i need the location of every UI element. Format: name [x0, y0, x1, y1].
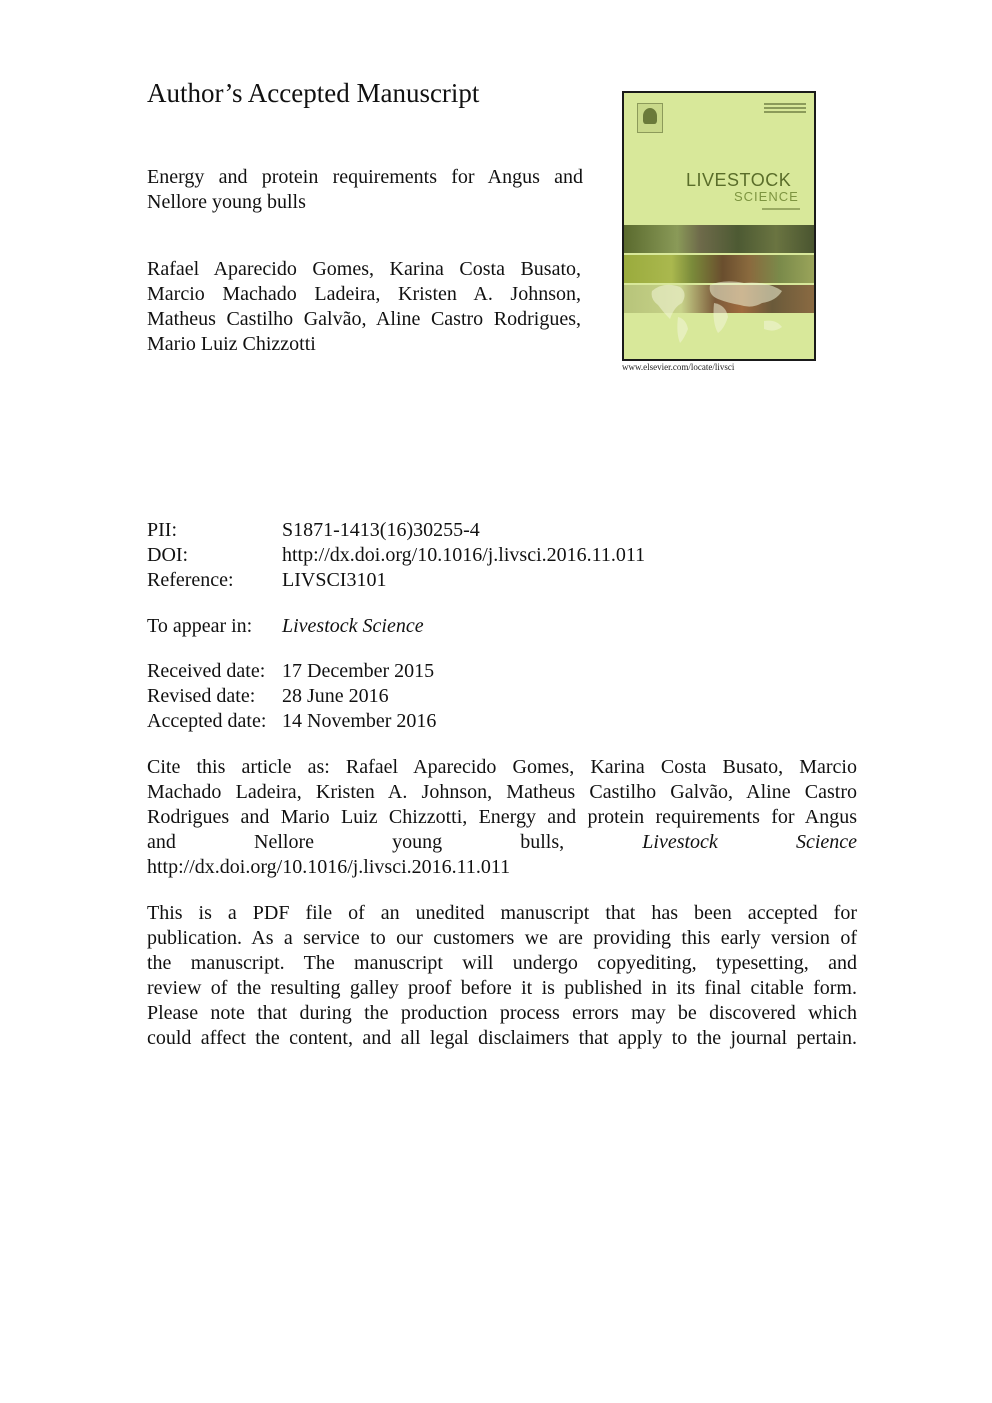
author-line: Rafael Aparecido Gomes, Karina Costa Busato, [147, 258, 581, 280]
citation-doi-link[interactable]: http://dx.doi.org/10.1016/j.livsci.2016.11.011 [147, 856, 511, 878]
pii-label: PII: [147, 519, 177, 541]
disclaimer-line: publication. As a service to our customers we are providing this early version of [147, 927, 857, 949]
citation-line: Machado Ladeira, Kristen A. Johnson, Matheus Castilho Galvão, Aline Castro [147, 781, 857, 803]
doi-label: DOI: [147, 544, 189, 566]
author-line: Matheus Castilho Galvão, Aline Castro Rodrigues, [147, 308, 581, 330]
cover-volume-lines [764, 103, 806, 105]
citation-paragraph [147, 755, 858, 880]
disclaimer-line: review of the resulting galley proof before it is published in its final citable form. [147, 977, 857, 999]
cover-photo-band [624, 225, 814, 253]
disclaimer-paragraph [147, 901, 857, 1051]
cover-url-link[interactable]: www.elsevier.com/locate/livsci [622, 362, 735, 372]
received-date-label: Received date: [147, 660, 266, 682]
disclaimer-line: Please note that during the production process errors may be discovered which [147, 1002, 857, 1024]
pii-value: S1871-1413(16)30255-4 [282, 519, 480, 541]
disclaimer-line: This is a PDF file of an unedited manuscript that has been accepted for [147, 902, 857, 924]
accepted-date-value: 14 November 2016 [282, 710, 437, 732]
disclaimer-line: could affect the content, and all legal disclaimers that apply to the journal pertain. [147, 1027, 857, 1049]
received-date-value: 17 December 2015 [282, 660, 435, 682]
doi-link[interactable]: http://dx.doi.org/10.1016/j.livsci.2016.11.011 [282, 544, 646, 566]
elsevier-logo-icon [637, 103, 663, 133]
reference-value: LIVSCI3101 [282, 569, 387, 591]
appear-label: To appear in: [147, 615, 253, 637]
revised-date-label: Revised date: [147, 685, 256, 707]
cover-journal-title: LIVESTOCK [686, 170, 792, 190]
journal-cover-image [622, 91, 816, 361]
world-map-icon [644, 273, 794, 345]
citation-text: and Nellore young bulls, [147, 831, 565, 853]
disclaimer-line: the manuscript. The manuscript will undergo copyediting, typesetting, and [147, 952, 857, 974]
cover-tagline [762, 208, 800, 210]
citation-line: Cite this article as: Rafael Aparecido Gomes, Karina Costa Busato, Marcio [147, 756, 857, 778]
author-line: Marcio Machado Ladeira, Kristen A. Johnson, [147, 283, 581, 305]
revised-date-value: 28 June 2016 [282, 685, 389, 707]
author-line: Mario Luiz Chizzotti [147, 333, 316, 355]
author-list [147, 257, 581, 357]
cover-journal-subtitle: SCIENCE [734, 189, 799, 204]
reference-label: Reference: [147, 569, 234, 591]
manuscript-heading: Author’s Accepted Manuscript [147, 78, 480, 108]
article-title: Energy and protein requirements for Angus and Nellore young bulls [147, 166, 583, 213]
citation-line [147, 830, 857, 855]
citation-journal: Livestock Science [642, 831, 858, 853]
accepted-date-label: Accepted date: [147, 710, 267, 732]
journal-name: Livestock Science [282, 615, 424, 637]
citation-line: Rodrigues and Mario Luiz Chizzotti, Energy and protein requirements for Angus [147, 806, 857, 828]
